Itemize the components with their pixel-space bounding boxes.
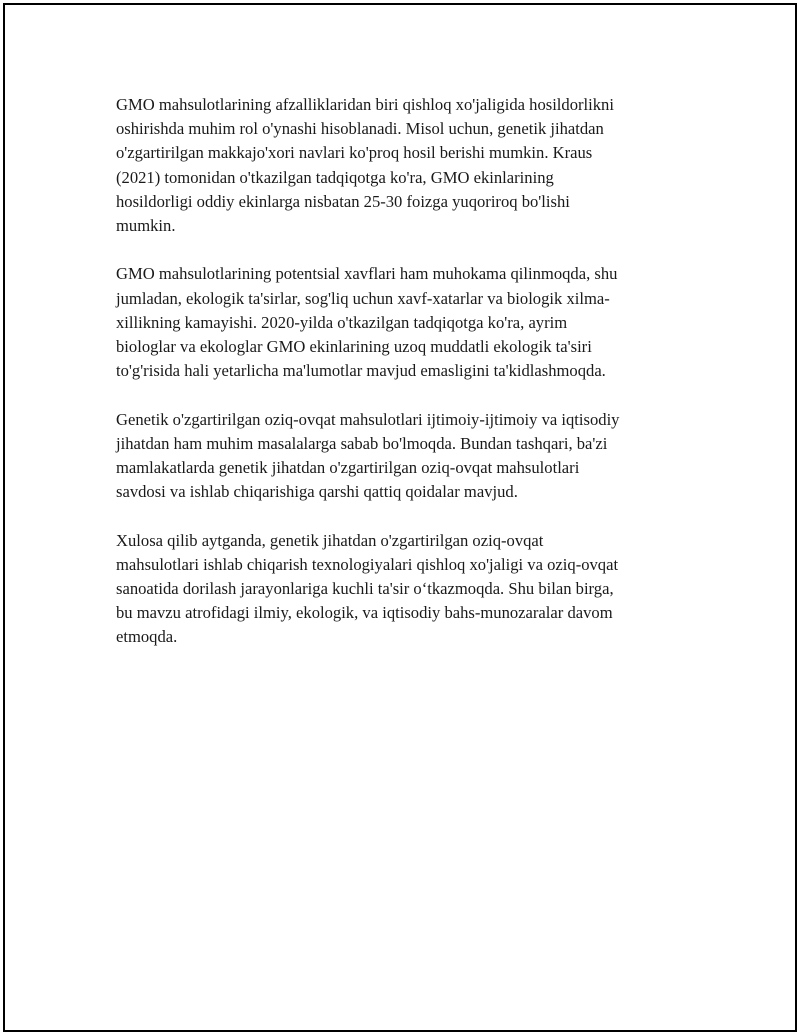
paragraph-3: Genetik o'zgartirilgan oziq-ovqat mahsulotlari ijtimoiy-ijtimoiy va iqtisodiy jihatdan ham muhim masalalarga sabab bo'lmoqda. Bundan tashqari, ba'zi mamlakatlarda genetik jihatdan o'zgartirilgan oziq-ovqat mahsulotlari savdosi va ishlab chiqarishiga qarshi qattiq qoidalar mavjud. bbox=[116, 409, 620, 502]
paragraph-2: GMO mahsulotlarining potentsial xavflari ham muhokama qilinmoqda, shu jumladan, ekologik ta'sirlar, sog'liq uchun xavf-xatarlar va biologik xilma- xillikning kamayishi. 2020-yilda o'tkazilgan tadqiqotga ko'ra, ayrim biologlar va ekologlar GMO ekinlarining uzoq muddatli ekologik ta'siri to'g'risida hali yetarlicha ma'lumotlar mavjud emasligini ta'kidlashmoqda. bbox=[116, 264, 618, 381]
paragraph-4: Xulosa qilib aytganda, genetik jihatdan o'zgartirilgan oziq-ovqat mahsulotlari ishlab chiqarish texnologiyalari qishloq xo'jaligi va oziq-ovqat sanoatida dorilash jarayonlariga kuchli ta'sir o‘tkazmoqda. Shu bilan birga, bu mavzu atrofidagi ilmiy, ekologik, va iqtisodiy bahs-munozaralar davom etmoqda. bbox=[116, 530, 619, 647]
paragraph-1: GMO mahsulotlarining afzalliklaridan biri qishloq xo'jaligida hosildorlikni oshirishda muhim rol o'ynashi hisoblanadi. Misol uchun, genetik jihatdan o'zgartirilgan makkajo'xori navlari ko'proq hosil berishi mumkin. Kraus (2021) tomonidan o'tkazilgan tadqiqotga ko'ra, GMO ekinlarining hosildorligi oddiy ekinlarga nisbatan 25-30 foizga yuqoriroq bo'lishi mumkin. bbox=[116, 95, 614, 236]
document-body bbox=[116, 93, 691, 674]
